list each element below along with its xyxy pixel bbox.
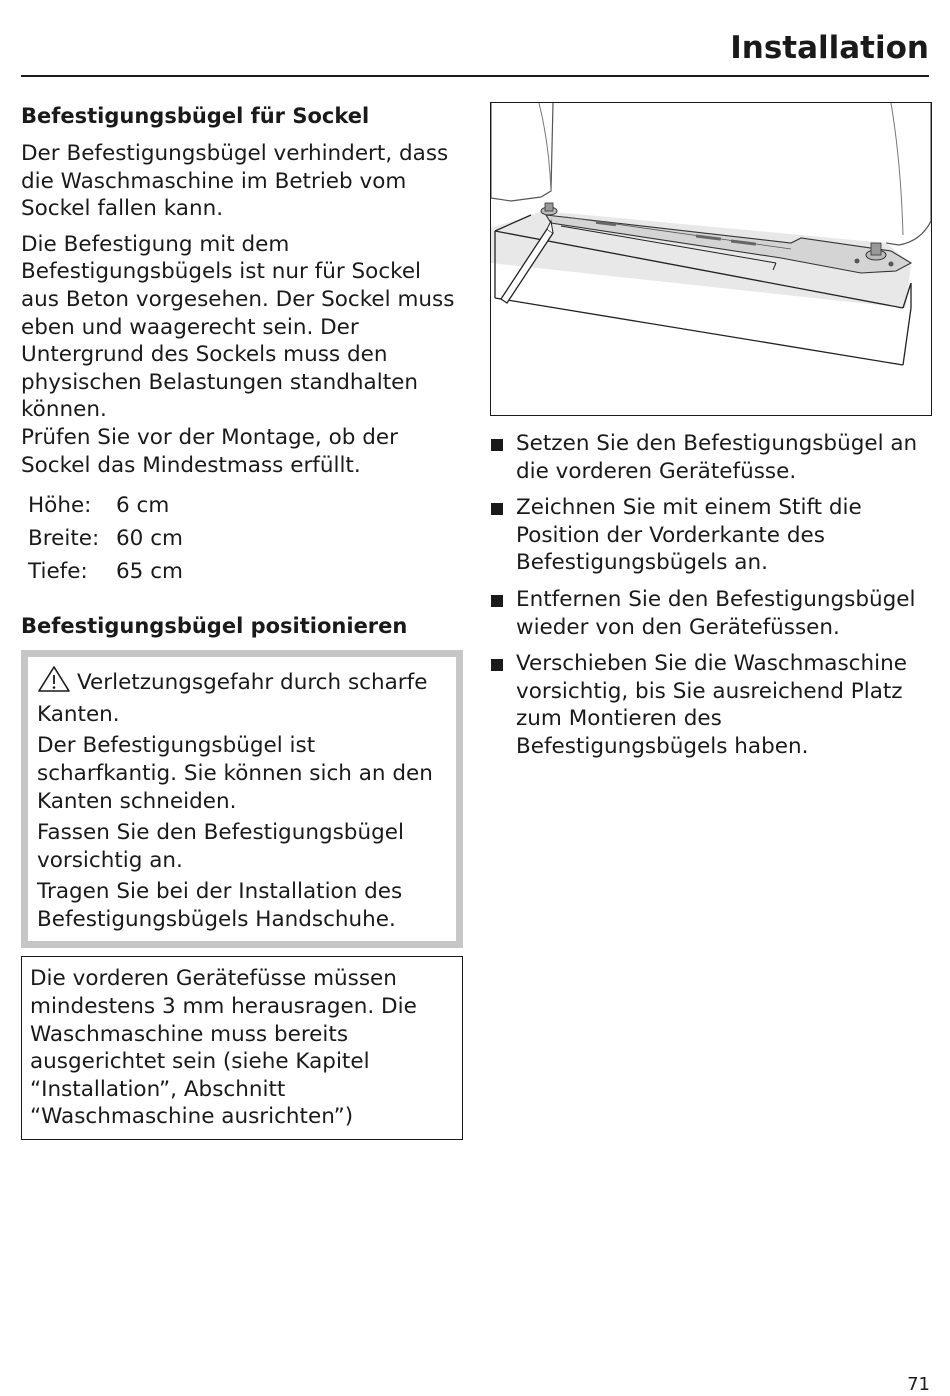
dimension-list	[28, 489, 463, 588]
note-box: Die vorderen Gerätefüsse müssen mindestens 3 mm herausragen. Die Waschmaschine muss bereits ausgerichtet sein (siehe Kapitel “Installation”, Abschnitt “Waschmaschine ausrichten”)	[21, 956, 463, 1140]
section-heading-sockel: Befestigungsbügel für Sockel	[21, 104, 370, 128]
square-bullet-icon	[491, 503, 503, 515]
dimension-label: Tiefe:	[28, 559, 88, 585]
page-number: 71	[907, 1374, 930, 1395]
page-header-title: Installation	[730, 30, 929, 66]
requirements-paragraph: Die Befestigung mit dem Befestigungsbügels ist nur für Sockel aus Beton vorgesehen. Der Sockel muss eben und waagerecht sein. Der Untergrund des Sockels muss den physischen Belastungen standhalten können.	[21, 231, 455, 423]
step-text: Zeichnen Sie mit einem Stift die Position der Vorderkante des Befestigungsbügels an.	[516, 495, 862, 576]
dimension-row-depth	[28, 555, 463, 588]
right-column	[490, 102, 932, 770]
section-heading-positionieren: Befestigungsbügel positionieren	[21, 614, 408, 639]
check-paragraph: Prüfen Sie vor der Montage, ob der Sockel das Mindestmass erfüllt.	[21, 424, 398, 478]
square-bullet-icon	[491, 439, 503, 451]
step-text: Entfernen Sie den Befestigungsbügel wieder von den Gerätefüssen.	[516, 586, 916, 640]
list-item	[490, 430, 932, 485]
dimension-label: Höhe:	[28, 493, 92, 519]
warning-triangle-icon	[37, 665, 71, 701]
dimension-value: 65 cm	[116, 559, 183, 585]
dimension-value: 60 cm	[116, 526, 183, 552]
square-bullet-icon	[491, 659, 503, 671]
warning-title-text: Verletzungsgefahr durch scharfe Kanten.	[37, 670, 428, 727]
bracket-mounting-drawing	[491, 103, 931, 415]
warning-line: Der Befestigungsbügel ist scharfkantig. Sie können sich an den Kanten schneiden.	[37, 733, 433, 814]
warning-title	[37, 665, 448, 728]
left-column	[21, 102, 463, 1140]
intro-paragraph: Der Befestigungsbügel verhindert, dass die Waschmaschine im Betrieb vom Sockel fallen kann.	[21, 141, 449, 222]
warning-line: Tragen Sie bei der Installation des Befestigungsbügels Handschuhe.	[37, 879, 403, 932]
dimension-row-height	[28, 489, 463, 522]
list-item	[490, 494, 932, 577]
list-item	[490, 650, 932, 760]
step-text: Setzen Sie den Befestigungsbügel an die vorderen Gerätefüsse.	[516, 431, 918, 484]
header-divider	[21, 75, 929, 77]
list-item	[490, 586, 932, 641]
installation-illustration	[490, 102, 932, 416]
square-bullet-icon	[491, 595, 503, 607]
dimension-label: Breite:	[28, 526, 100, 552]
warning-line: Fassen Sie den Befestigungsbügel vorsichtig an.	[37, 820, 404, 873]
dimension-row-width	[28, 522, 463, 555]
warning-box	[21, 650, 463, 948]
dimension-value: 6 cm	[116, 493, 170, 519]
step-text: Verschieben Sie die Waschmaschine vorsichtig, bis Sie ausreichend Platz zum Montieren des Befestigungsbügels haben.	[516, 651, 907, 759]
instruction-list	[490, 430, 932, 761]
